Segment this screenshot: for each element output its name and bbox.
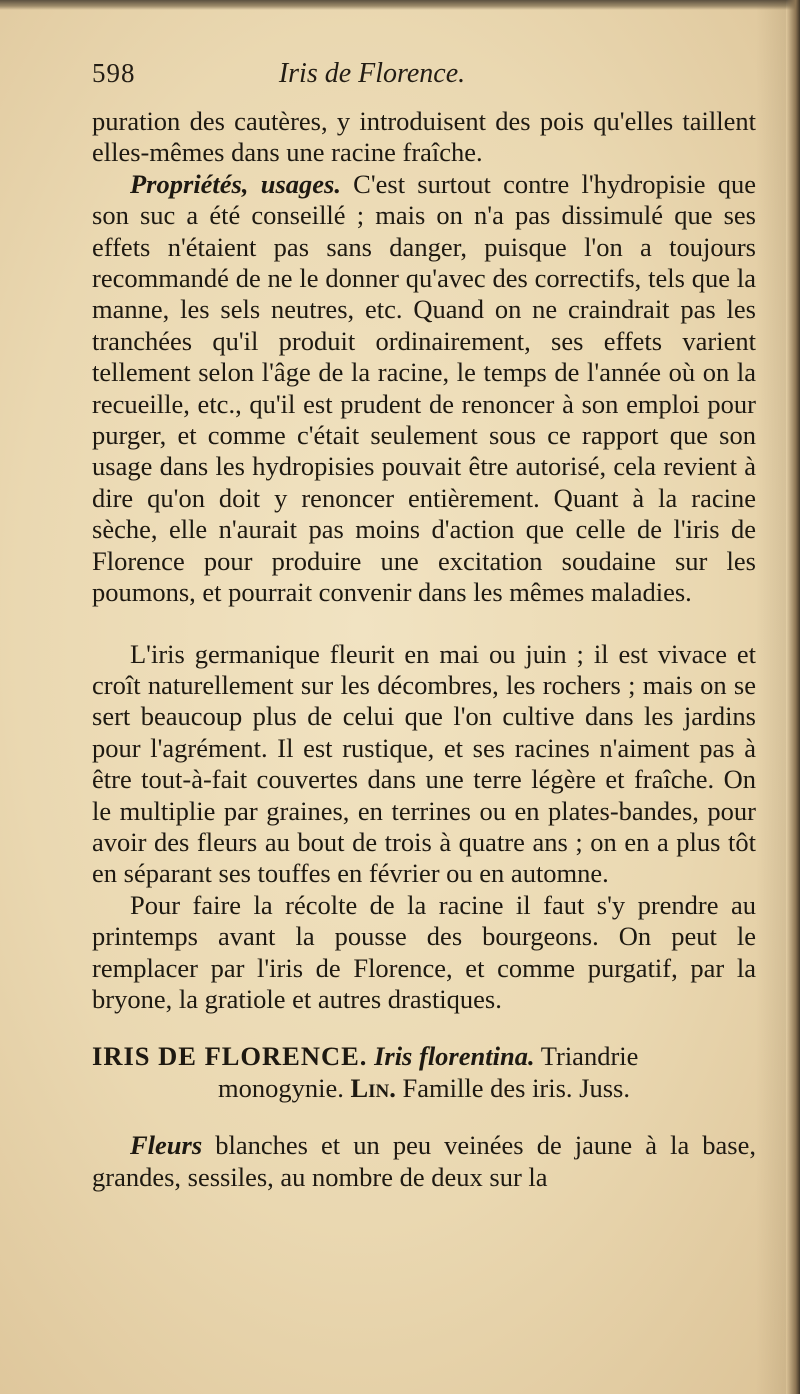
paragraph-flowers <box>92 1130 756 1193</box>
page-header <box>92 58 760 98</box>
entry-classification-cont: monogynie. <box>217 1072 344 1103</box>
paragraph-text: C'est surtout contre l'hydropisie que son suc a été conseillé ; mais on n'a pas dissimulé que ses effets n'étaient pas sans danger, puisque l'on a toujours recommandé de ne le donner qu'avec des correctifs, tels que la manne, les sels neutres, etc. Quand on ne craindrait pas les tranchées qu'il produit ordinairement, ses effets varient tellement selon l'âge de la racine, le temps de l'année où on la recueille, etc., qu'il est prudent de renoncer à son emploi pour purger, et comme c'était seulement sous ce rapport que son usage dans les hydropisies pouvait être autorisé, cela revient à dire qu'on doit y renoncer entièrement. Quant à la racine sèche, elle n'aurait pas moins d'action que celle de l'iris de Florence pour produire une excitation soudaine sur les poumons, et pourrait convenir dans les mêmes maladies. <box>92 168 756 608</box>
paragraph-germanic-iris: L'iris germanique fleurit en mai ou juin ; il est vivace et croît naturellement sur les décombres, les rochers ; mais on se sert beaucoup plus de celui que l'on cultive dans les jardins pour l'agrément. Il est rustique, et ses racines n'aiment pas à être tout-à-fait couvertes dans une terre légère et fraîche. On le multiplie par graines, en terrines ou en plates-bandes, pour avoir des fleurs au bout de trois à quatre ans ; on en a plus tôt en séparant ses touffes en février ou en automne. <box>92 638 756 889</box>
paragraph-text: blanches et un peu veinées de jaune à la base, grandes, sessiles, au nombre de deux sur la <box>92 1130 756 1192</box>
entry-family: Famille des iris. Juss. <box>402 1072 630 1103</box>
entry-linnaeus: Lin. <box>350 1072 396 1103</box>
paragraph-continuation: puration des cautères, y introduisent des pois qu'elles taillent elles-mêmes dans une racine fraîche. <box>92 106 756 168</box>
running-title: Iris de Florence. <box>278 58 466 89</box>
entry-classification: Triandrie <box>540 1041 639 1072</box>
paragraph-gap <box>92 1104 756 1130</box>
entry-heading-line2 <box>92 1073 756 1104</box>
paragraph-properties <box>92 169 756 609</box>
page-number: 598 <box>92 58 136 88</box>
section-lead: Fleurs <box>130 1130 203 1161</box>
gutter-shadow <box>756 0 786 1394</box>
section-lead: Propriétés, usages. <box>130 168 341 199</box>
entry-name: IRIS DE FLORENCE. <box>92 1041 368 1072</box>
entry-heading <box>92 1041 756 1072</box>
page-top-edge <box>0 0 800 10</box>
body-text <box>92 106 756 1193</box>
paragraph-gap <box>92 609 756 639</box>
paragraph-gap <box>92 1015 756 1041</box>
page-right-edge <box>786 0 800 1394</box>
entry-latin-name: Iris florentina. <box>374 1041 535 1072</box>
paragraph-harvest: Pour faire la récolte de la racine il faut s'y prendre au printemps avant la pousse des bourgeons. On peut le remplacer par l'iris de Florence, et comme purgatif, par la bryone, la gratiole et autres drastiques. <box>92 889 756 1014</box>
